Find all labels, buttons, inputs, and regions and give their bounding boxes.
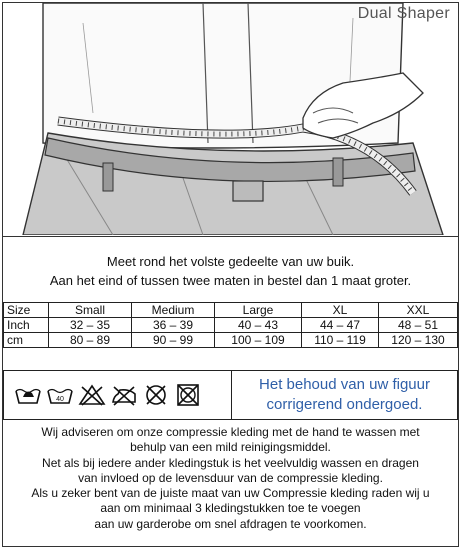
size-table <box>3 302 458 348</box>
table-cell: 120 – 130 <box>379 333 458 348</box>
table-cell: 40 – 43 <box>215 318 302 333</box>
table-cell: 110 – 119 <box>302 333 379 348</box>
header-cell: Size <box>4 303 49 318</box>
table-cell: 100 – 109 <box>215 333 302 348</box>
no-dryclean-icon <box>142 383 170 407</box>
advice-line: Net als bij iedere ander kledingstuk is het veelvuldig wassen en dragen <box>42 455 419 470</box>
no-tumble-dry-icon <box>174 383 202 407</box>
no-bleach-icon <box>78 383 106 407</box>
slogan-line-2: corrigerend ondergoed. <box>266 396 423 413</box>
header-cell: Medium <box>132 303 215 318</box>
instruction-line-1: Meet rond het volste gedeelte van uw buik. <box>106 254 355 269</box>
advice-line: behulp van een mild reinigingsmiddel. <box>130 440 331 455</box>
svg-text:40: 40 <box>56 396 64 403</box>
measuring-illustration <box>3 3 458 235</box>
advice-line: van invloed op de levensduur van de compressie kleding. <box>78 470 383 485</box>
waist-measure-drawing <box>3 3 458 235</box>
washing-advice <box>3 425 458 532</box>
header-cell: XL <box>302 303 379 318</box>
table-cell: 44 – 47 <box>302 318 379 333</box>
measure-instructions <box>3 236 458 299</box>
header-cell: XXL <box>379 303 458 318</box>
instruction-line-2: Aan het eind of tussen twee maten in bestel dan 1 maat groter. <box>49 273 412 288</box>
slogan-line-1: Het behoud van uw figuur <box>259 376 430 393</box>
advice-line: Als u zeker bent van de juiste maat van uw Compressie kleding raden wij u <box>31 486 430 501</box>
table-cell: 36 – 39 <box>132 318 215 333</box>
header-cell: Small <box>49 303 132 318</box>
table-cell: 32 – 35 <box>49 318 132 333</box>
table-row <box>4 318 458 333</box>
table-row <box>4 333 458 348</box>
brand-name: Dual Shaper <box>357 5 450 22</box>
advice-line: aan uw garderobe om snel afdragen te voorkomen. <box>94 516 367 531</box>
care-icons <box>4 371 232 419</box>
table-cell: 80 – 89 <box>49 333 132 348</box>
slogan <box>232 371 457 419</box>
wash-40-icon <box>46 383 74 407</box>
row-label: cm <box>4 333 49 348</box>
table-cell: 48 – 51 <box>379 318 458 333</box>
size-table-header <box>4 303 458 318</box>
hand-wash-icon <box>14 383 42 407</box>
table-cell: 90 – 99 <box>132 333 215 348</box>
no-iron-icon <box>110 383 138 407</box>
row-label: Inch <box>4 318 49 333</box>
header-cell: Large <box>215 303 302 318</box>
care-section <box>3 370 458 420</box>
advice-line: Wij adviseren om onze compressie kleding met de hand te wassen met <box>41 425 420 439</box>
advice-line: aan om minimaal 3 kledingstukken toe te voegen <box>100 501 361 516</box>
